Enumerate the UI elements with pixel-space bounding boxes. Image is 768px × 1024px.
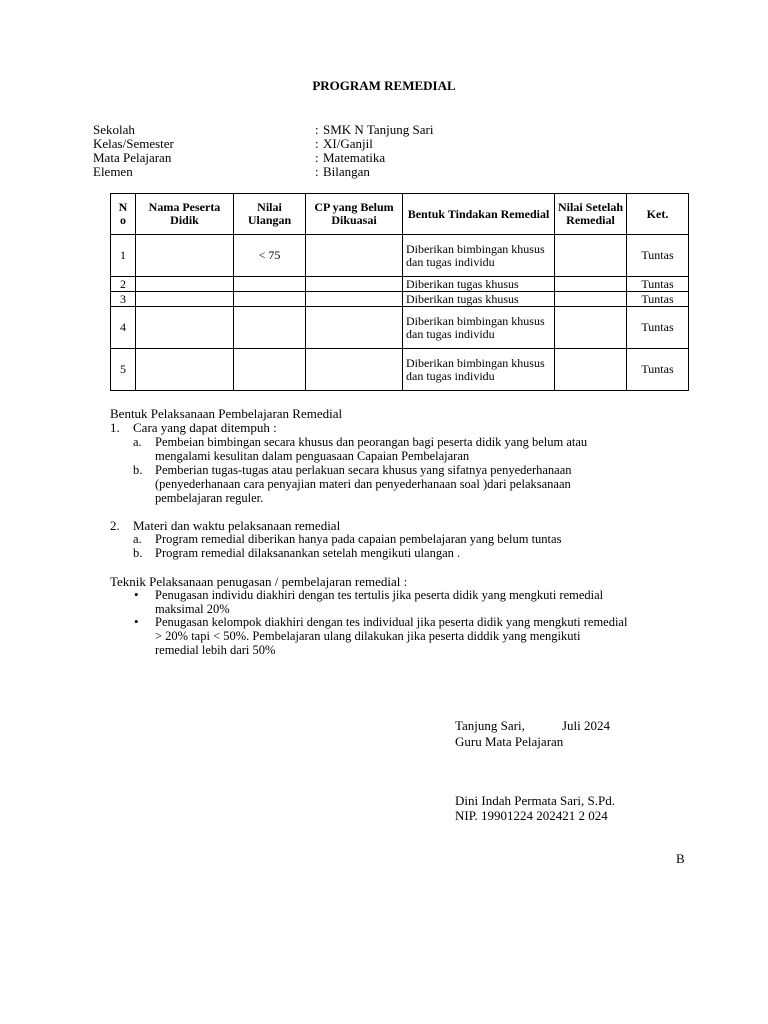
cell-nilai [234,307,306,349]
signature-date: Juli 2024 [562,718,611,733]
footer-mark: B [676,851,685,866]
col-header-nilai: Nilai Ulangan [234,194,306,235]
bullet-icon: • [134,587,139,602]
info-colon: : [315,136,319,151]
info-colon: : [315,164,319,179]
col-header-setelah: Nilai Setelah Remedial [555,194,627,235]
table-row [111,292,689,307]
info-label-mapel: Mata Pelajaran [93,150,172,165]
signature-nip: NIP. 19901224 202421 2 024 [455,808,608,823]
sublist-text: mengalami kesulitan dalam penguasaan Capaian Pembelajaran [155,449,470,463]
sublist-text: Program remedial dilaksanankan setelah mengikuti ulangan . [155,546,461,560]
sublist-label: a. [133,532,142,546]
cell-setelah [555,349,627,391]
cell-nilai [234,349,306,391]
cell-setelah [555,235,627,277]
bullet-icon: • [134,614,139,629]
sublist-text: Pemberian tugas-tugas atau perlakuan secara khusus yang sifatnya penyederhanaan [155,463,572,477]
sublist-label: a. [133,435,142,449]
cell-setelah [555,277,627,292]
document-title: PROGRAM REMEDIAL [312,78,456,93]
cell-nama [136,307,234,349]
info-label-sekolah: Sekolah [93,122,135,137]
cell-bentuk: Diberikan bimbingan khusus dan tugas individu [403,307,555,349]
cell-bentuk: Diberikan tugas khusus [403,292,555,307]
table-row [111,349,689,391]
cell-bentuk: Diberikan tugas khusus [403,277,555,292]
col-header-cp: CP yang Belum Dikuasai [306,194,403,235]
signature-place: Tanjung Sari, [455,718,525,733]
cell-nilai: < 75 [234,235,306,277]
col-header-bentuk: Bentuk Tindakan Remedial [403,194,555,235]
info-label-kelas: Kelas/Semester [93,136,174,151]
cell-ket: Tuntas [627,292,689,307]
cell-no: 3 [111,292,136,307]
signature-role: Guru Mata Pelajaran [455,734,564,749]
cell-ket: Tuntas [627,307,689,349]
cell-nama [136,349,234,391]
remedial-table [110,193,689,391]
list-item-text: Cara yang dapat ditempuh : [133,420,277,435]
cell-cp [306,349,403,391]
signature-name: Dini Indah Permata Sari, S.Pd. [455,793,615,808]
cell-bentuk: Diberikan bimbingan khusus dan tugas individu [403,349,555,391]
cell-setelah [555,292,627,307]
table-row [111,277,689,292]
cell-no: 4 [111,307,136,349]
bullet-text: > 20% tapi < 50%. Pembelajaran ulang dilakukan jika peserta diddik yang mengikuti [155,629,581,643]
sublist-label: b. [133,463,143,477]
cell-cp [306,277,403,292]
col-header-nama: Nama Peserta Didik [136,194,234,235]
info-value-mapel: Matematika [323,150,386,165]
bullet-text: Penugasan kelompok diakhiri dengan tes individual jika peserta didik yang mengkuti remedial [155,615,628,629]
col-header-ket: Ket. [627,194,689,235]
sublist-text: (penyederhanaan cara penyajian materi dan penyederhanaan soal )dari pelaksanaan [155,477,571,491]
cell-bentuk: Diberikan bimbingan khusus dan tugas individu [403,235,555,277]
section-heading: Teknik Pelaksanaan penugasan / pembelajaran remedial : [110,574,408,589]
sublist-text: Pembeian bimbingan secara khusus dan peorangan bagi peserta didik yang belum atau [155,435,588,449]
cell-ket: Tuntas [627,277,689,292]
sublist-label: b. [133,546,143,560]
cell-ket: Tuntas [627,349,689,391]
table-header-row [111,194,689,235]
list-number: 2. [110,518,120,533]
sublist-text: Program remedial diberikan hanya pada capaian pembelajaran yang belum tuntas [155,532,562,546]
cell-cp [306,307,403,349]
cell-cp [306,292,403,307]
cell-no: 2 [111,277,136,292]
cell-no: 1 [111,235,136,277]
cell-no: 5 [111,349,136,391]
info-label-elemen: Elemen [93,164,133,179]
cell-nama [136,292,234,307]
info-colon: : [315,150,319,165]
sublist-text: pembelajaran reguler. [155,491,264,505]
cell-nama [136,235,234,277]
cell-setelah [555,307,627,349]
cell-nama [136,277,234,292]
bullet-text: Penugasan individu diakhiri dengan tes tertulis jika peserta didik yang mengkuti remedial [155,588,604,602]
info-value-kelas: XI/Ganjil [323,136,373,151]
cell-ket: Tuntas [627,235,689,277]
section-heading: Bentuk Pelaksanaan Pembelajaran Remedial [110,406,343,421]
col-header-no: N o [111,194,136,235]
table-row [111,235,689,277]
bullet-text: remedial lebih dari 50% [155,643,276,657]
cell-nilai [234,277,306,292]
table-row [111,307,689,349]
info-value-elemen: Bilangan [323,164,370,179]
list-number: 1. [110,420,120,435]
list-item-text: Materi dan waktu pelaksanaan remedial [133,518,341,533]
cell-nilai [234,292,306,307]
bullet-text: maksimal 20% [155,602,230,616]
info-value-sekolah: SMK N Tanjung Sari [323,122,434,137]
info-colon: : [315,122,319,137]
cell-cp [306,235,403,277]
